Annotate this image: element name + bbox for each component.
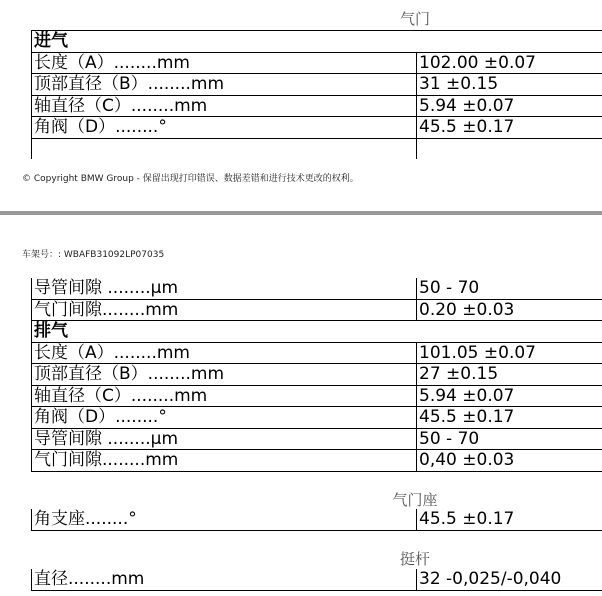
row-label: 气门间隙........mm <box>32 450 417 472</box>
row-value: 0,40 ±0.03 <box>417 450 602 472</box>
row-label: 轴直径（C）........mm <box>32 95 417 117</box>
intake-table <box>31 30 602 159</box>
row-label: 长度（A）........mm <box>32 52 417 74</box>
row-value: 102.00 ±0.07 <box>417 52 602 74</box>
row-value: 45.5 ±0.17 <box>417 407 602 429</box>
table-row <box>32 450 602 472</box>
row-value: 50 - 70 <box>417 278 602 299</box>
table-row <box>32 428 602 450</box>
row-label: 导管间隙 ........μm <box>32 278 417 299</box>
table-row <box>32 117 602 139</box>
table-row <box>32 509 602 530</box>
row-label: 长度（A）........mm <box>32 342 417 364</box>
table-row <box>32 52 602 74</box>
intake-header: 进气 <box>32 31 602 53</box>
row-value: 0.20 ±0.03 <box>417 299 602 321</box>
table-row <box>32 321 602 343</box>
row-label: 顶部直径（B）........mm <box>32 74 417 96</box>
row-value: 27 ±0.15 <box>417 364 602 386</box>
copyright-text: © Copyright BMW Group - 保留出现打印错误、数据差错和进行技术更改的权利。 <box>22 174 359 184</box>
tappet-section-title: 挺杆 <box>399 550 430 568</box>
table-row <box>32 385 602 407</box>
row-label: 轴直径（C）........mm <box>32 385 417 407</box>
tappet-table <box>31 569 602 591</box>
table-row <box>32 342 602 364</box>
table-row <box>32 31 602 53</box>
row-value: 50 - 70 <box>417 428 602 450</box>
seat-table <box>31 509 602 531</box>
table-row <box>32 95 602 117</box>
table-row <box>32 74 602 96</box>
table-row-spacer <box>32 138 602 159</box>
row-label: 导管间隙 ........μm <box>32 428 417 450</box>
table-row <box>32 364 602 386</box>
intake-continued-table <box>31 278 602 472</box>
row-label: 角阀（D）........° <box>32 407 417 429</box>
row-label: 直径........mm <box>32 569 417 590</box>
exhaust-header: 排气 <box>32 321 602 343</box>
table-row <box>32 569 602 590</box>
table-row <box>32 299 602 321</box>
table-row <box>32 278 602 299</box>
row-label: 角支座........° <box>32 509 417 530</box>
row-label: 角阀（D）........° <box>32 117 417 139</box>
valve-section-title: 气门 <box>399 10 430 28</box>
row-label: 气门间隙........mm <box>32 299 417 321</box>
row-value: 45.5 ±0.17 <box>417 509 602 530</box>
row-value: 5.94 ±0.07 <box>417 385 602 407</box>
row-value: 32 -0,025/-0,040 <box>417 569 602 590</box>
vin-label: 车架号：: WBAFB31092LP07035 <box>22 250 165 260</box>
seat-section-title: 气门座 <box>392 491 438 509</box>
row-value: 101.05 ±0.07 <box>417 342 602 364</box>
row-value: 5.94 ±0.07 <box>417 95 602 117</box>
row-label: 顶部直径（B）........mm <box>32 364 417 386</box>
row-value: 31 ±0.15 <box>417 74 602 96</box>
row-value: 45.5 ±0.17 <box>417 117 602 139</box>
page-separator <box>0 211 602 215</box>
table-row <box>32 407 602 429</box>
